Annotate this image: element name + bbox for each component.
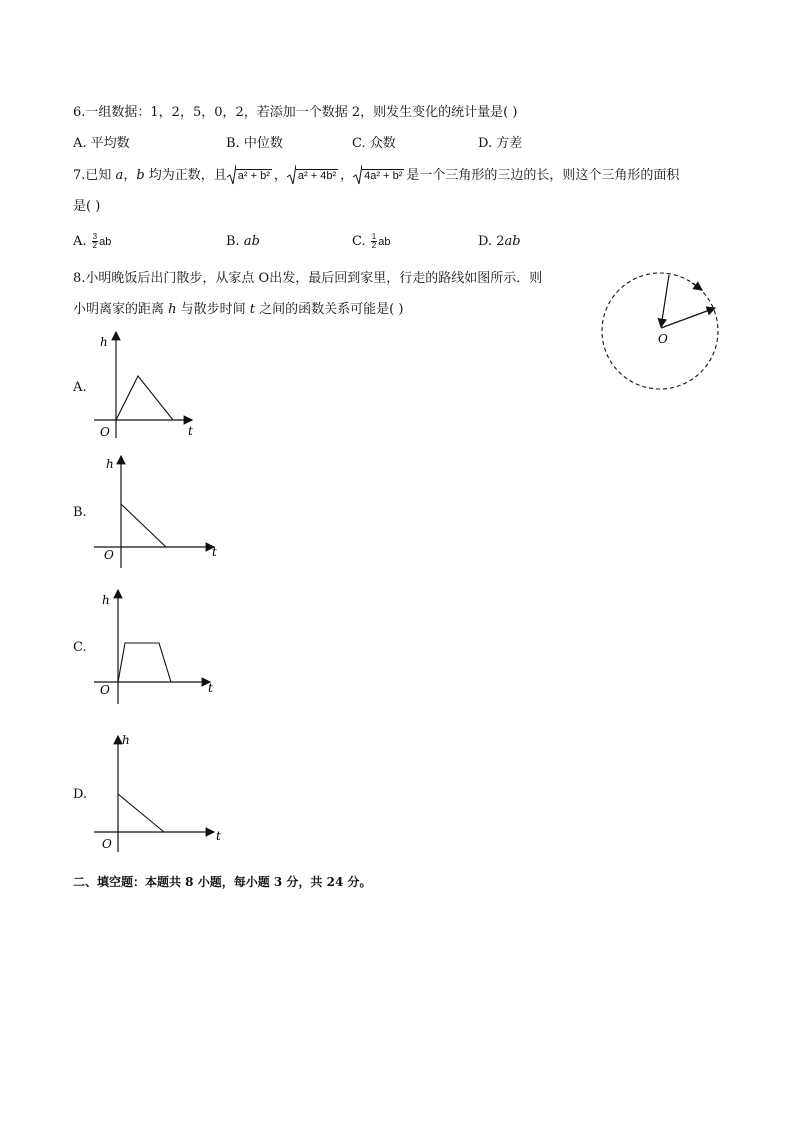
q7-option-a: A. $\frac{3}{2}$ ab [73, 232, 112, 250]
graph-b-t-label: t [212, 545, 217, 559]
q6-stem: 6.一组数据：1，2，5，0，2，若添加一个数据 2，则发生变化的统计量是( ) [73, 105, 518, 120]
graph-a-h-label: h [100, 335, 108, 349]
route-arrow-out [661, 308, 715, 328]
graph-c-curve [118, 643, 171, 682]
q8-stem-line1: 8.小明晚饭后出门散步，从家点 O出发，最后回到家里，行走的路线如图所示．则 [73, 271, 543, 286]
q8-stem-line2: 小明离家的距离 h 与散步时间 t 之间的函数关系可能是( ) [73, 302, 404, 317]
graph-c-letter: C. [73, 640, 87, 655]
graph-b-curve [121, 504, 166, 547]
origin-label: O [658, 332, 668, 346]
sqrt-radical-1: a² + b² [227, 167, 272, 185]
graph-a [88, 328, 208, 440]
q6-option-d: D. 方差 [478, 136, 523, 151]
graph-a-letter: A. [73, 380, 87, 395]
sqrt-radical-3: 4a² + b² [353, 167, 404, 185]
graph-d-origin-label: O [102, 837, 112, 851]
q6-option-c: C. 众数 [352, 136, 396, 151]
graph-d-h-label: h [122, 733, 130, 747]
q7-option-b: B. ab [226, 234, 260, 249]
section-fill-in-heading: 二、填空题：本题共 8 小题，每小题 3 分，共 24 分。 [73, 875, 372, 889]
fraction-one-half: $\frac{1}{2}$ [371, 232, 377, 250]
fraction-three-halves: $\frac{3}{2}$ [92, 232, 98, 250]
graph-a-t-label: t [188, 424, 193, 438]
graph-d-letter: D. [73, 787, 88, 802]
graph-c-origin-label: O [100, 683, 110, 697]
q7-stem-line1: 7.已知 a，b 均为正数，且 a² + b² ， a² + 4b² ， 4a² + b² 是一个三角形的三边的长，则这个三角形的面积 [73, 167, 679, 185]
route-arrow-arc [692, 283, 702, 290]
q6-option-b: B. 中位数 [226, 136, 283, 151]
graph-c-t-label: t [208, 681, 213, 695]
q7-option-c: C. $\frac{1}{2}$ ab [352, 232, 391, 250]
graph-b-letter: B. [73, 505, 87, 520]
var-a: a [115, 168, 124, 183]
graph-d [88, 732, 228, 854]
sqrt-radical-2: a² + 4b² [287, 167, 338, 185]
graph-d-t-label: t [216, 829, 221, 843]
dashed-circle [602, 273, 718, 389]
graph-c-h-label: h [102, 593, 110, 607]
graph-c [88, 586, 228, 706]
var-b: b [136, 168, 145, 183]
graph-a-curve [116, 376, 173, 420]
route-circle-diagram [598, 268, 728, 394]
graph-d-curve [118, 794, 164, 832]
q7-option-d: D. 2ab [478, 234, 521, 249]
graph-b-origin-label: O [104, 548, 114, 562]
graph-b [88, 452, 228, 570]
graph-a-origin-label: O [100, 425, 110, 439]
q7-stem-line2: 是( ) [73, 199, 101, 214]
route-arrow-return [661, 275, 669, 327]
q6-option-a: A. 平均数 [73, 136, 130, 151]
graph-b-h-label: h [106, 457, 114, 471]
